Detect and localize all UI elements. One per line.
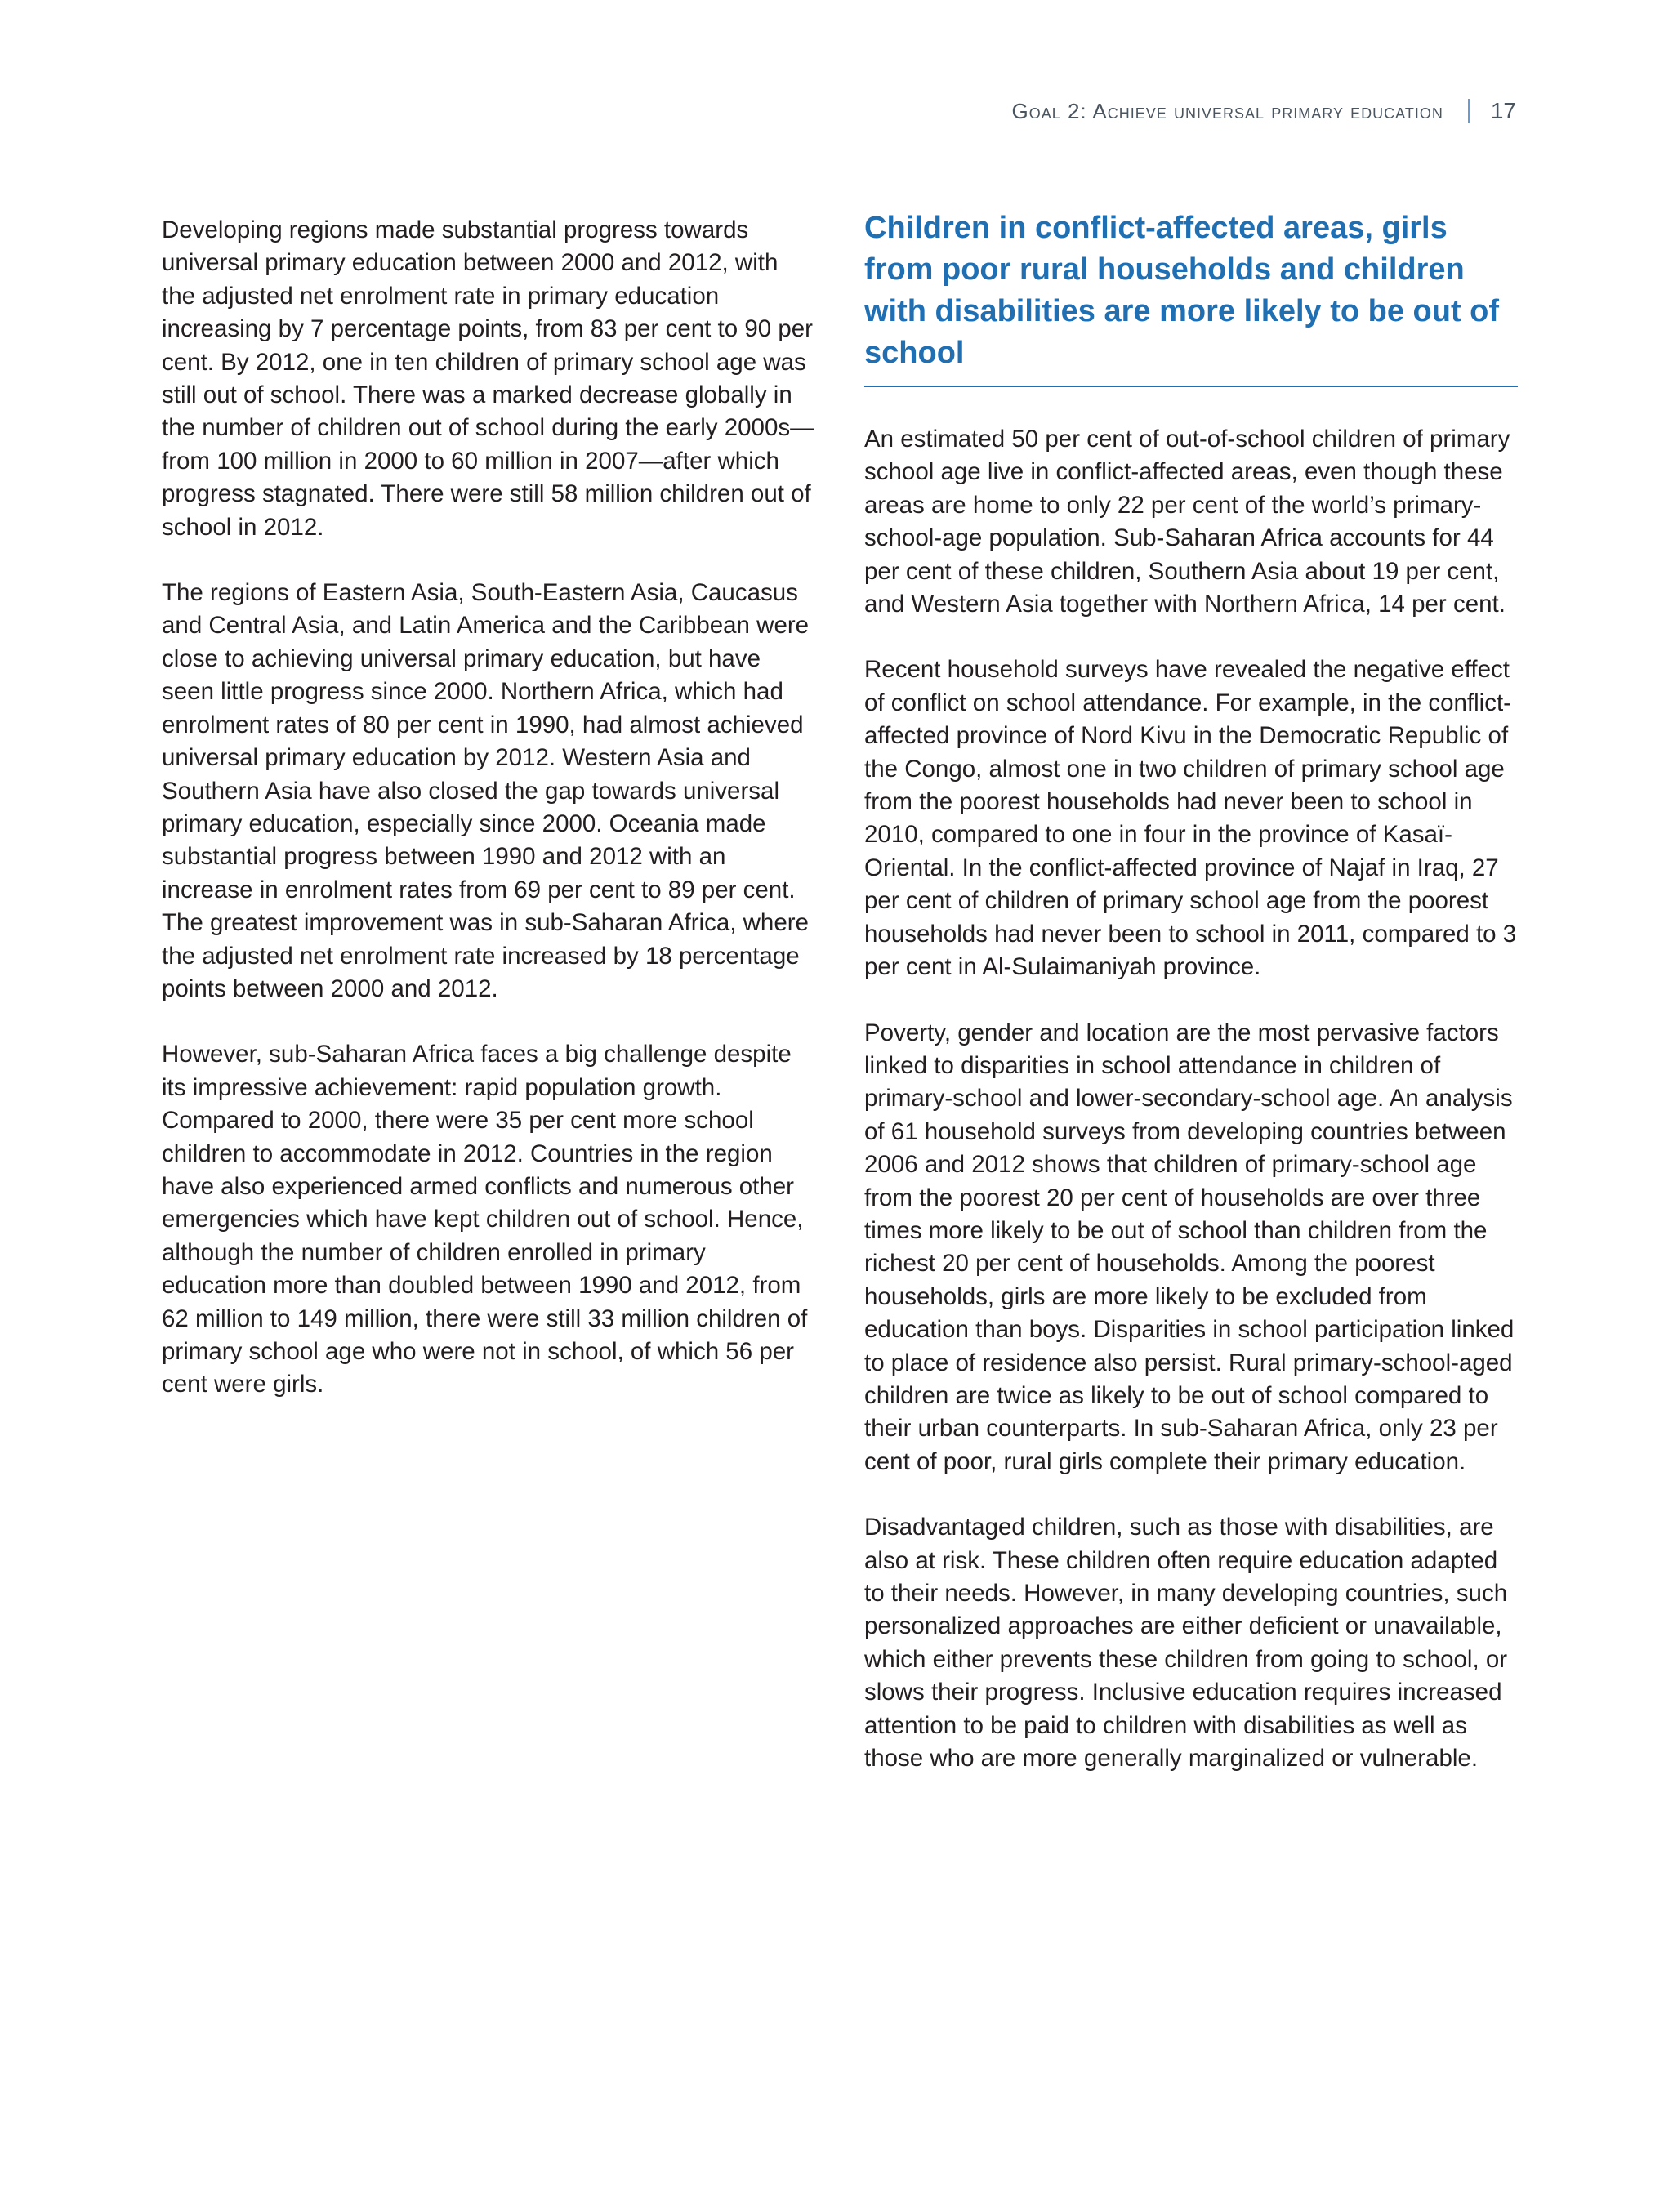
page-number: 17: [1490, 98, 1516, 123]
running-header-title: Goal 2: Achieve universal primary education: [1011, 98, 1443, 123]
right-column: [864, 211, 1518, 1808]
right-paragraph-4: Disadvantaged children, such as those with disabilities, are also at risk. These children often require education adapted to their needs. However, in many developing countries, such personalized approaches are either deficient or unavailable, which either prevents these children from going to school, or slows their progress. Inclusive education requires increased attention to be paid to children with disabilities as well as those who are more generally marginalized or vulnerable.: [864, 1514, 1508, 1773]
header-separator: [1468, 99, 1470, 123]
left-column: [162, 214, 815, 1434]
right-paragraph-1: An estimated 50 per cent of out-of-school children of primary school age live in conflict-affected areas, even though these areas are home to only 22 per cent of the world’s primary-school-age population. Sub-Saharan Africa accounts for 44 per cent of these children, Southern Asia about 19 per cent, and Western Asia together with Northern Africa, 14 per cent.: [864, 426, 1510, 618]
left-paragraph-2: The regions of Eastern Asia, South-Eastern Asia, Caucasus and Central Asia, and Latin America and the Caribbean were close to achieving universal primary education, but have seen little progress since 2000. Northern Africa, which had enrolment rates of 80 per cent in 1990, had almost achieved universal primary education by 2012. Western Asia and Southern Asia have also closed the gap towards universal primary education, especially since 2000. Oceania made substantial progress between 1990 and 2012 with an increase in enrolment rates from 69 per cent to 89 per cent. The greatest improvement was in sub-Saharan Africa, where the adjusted net enrolment rate increased by 18 percentage points between 2000 and 2012.: [162, 579, 810, 1002]
left-paragraph-1: Developing regions made substantial progress towards universal primary education between 2000 and 2012, with the adjusted net enrolment rate in primary education increasing by 7 percentage points, from 83 per cent to 90 per cent. By 2012, one in ten children of primary school age was still out of school. There was a marked decrease globally in the number of children out of school during the early 2000s—from 100 million in 2000 to 60 million in 2007—after which progress stagnated. There were still 58 million children out of school in 2012.: [162, 216, 814, 541]
right-paragraph-2: Recent household surveys have revealed the negative effect of conflict on school attendance. For example, in the conflict-affected province of Nord Kivu in the Democratic Republic of the Congo, almost one in two children of primary school age from the poorest households had never been to school in 2010, compared to one in four in the province of Kasaï-Oriental. In the conflict-affected province of Najaf in Iraq, 27 per cent of children of primary school age from the poorest households had never been to school in 2011, compared to 3 per cent in Al-Sulaimaniyah province.: [864, 656, 1517, 981]
right-paragraph-3: Poverty, gender and location are the most pervasive factors linked to disparities in school attendance in children of primary-school and lower-secondary-school age. An analysis of 61 household surveys from developing countries between 2006 and 2012 shows that children of primary-school age from the poorest 20 per cent of households are over three times more likely to be out of school than children from the richest 20 per cent of households. Among the poorest households, girls are more likely to be excluded from education than boys. Disparities in school participation linked to place of residence also persist. Rural primary-school-aged children are twice as likely to be out of school compared to their urban counterparts. In sub-Saharan Africa, only 23 per cent of poor, rural girls complete their primary education.: [864, 1019, 1515, 1475]
running-header: [1011, 98, 1516, 124]
left-paragraph-3: However, sub-Saharan Africa faces a big challenge despite its impressive achievement: rapid population growth. Compared to 2000, there were 35 per cent more school children to accommodate in 2012. Countries in the region have also experienced armed conflicts and numerous other emergencies which have kept children out of school. Hence, although the number of children enrolled in primary education more than doubled between 1990 and 2012, from 62 million to 149 million, there were still 33 million children of primary school age who were not in school, of which 56 per cent were girls.: [162, 1041, 808, 1398]
section-heading: Children in conflict-affected areas, girls from poor rural households and children with disabilities are more likely to be out of school: [864, 207, 1518, 387]
